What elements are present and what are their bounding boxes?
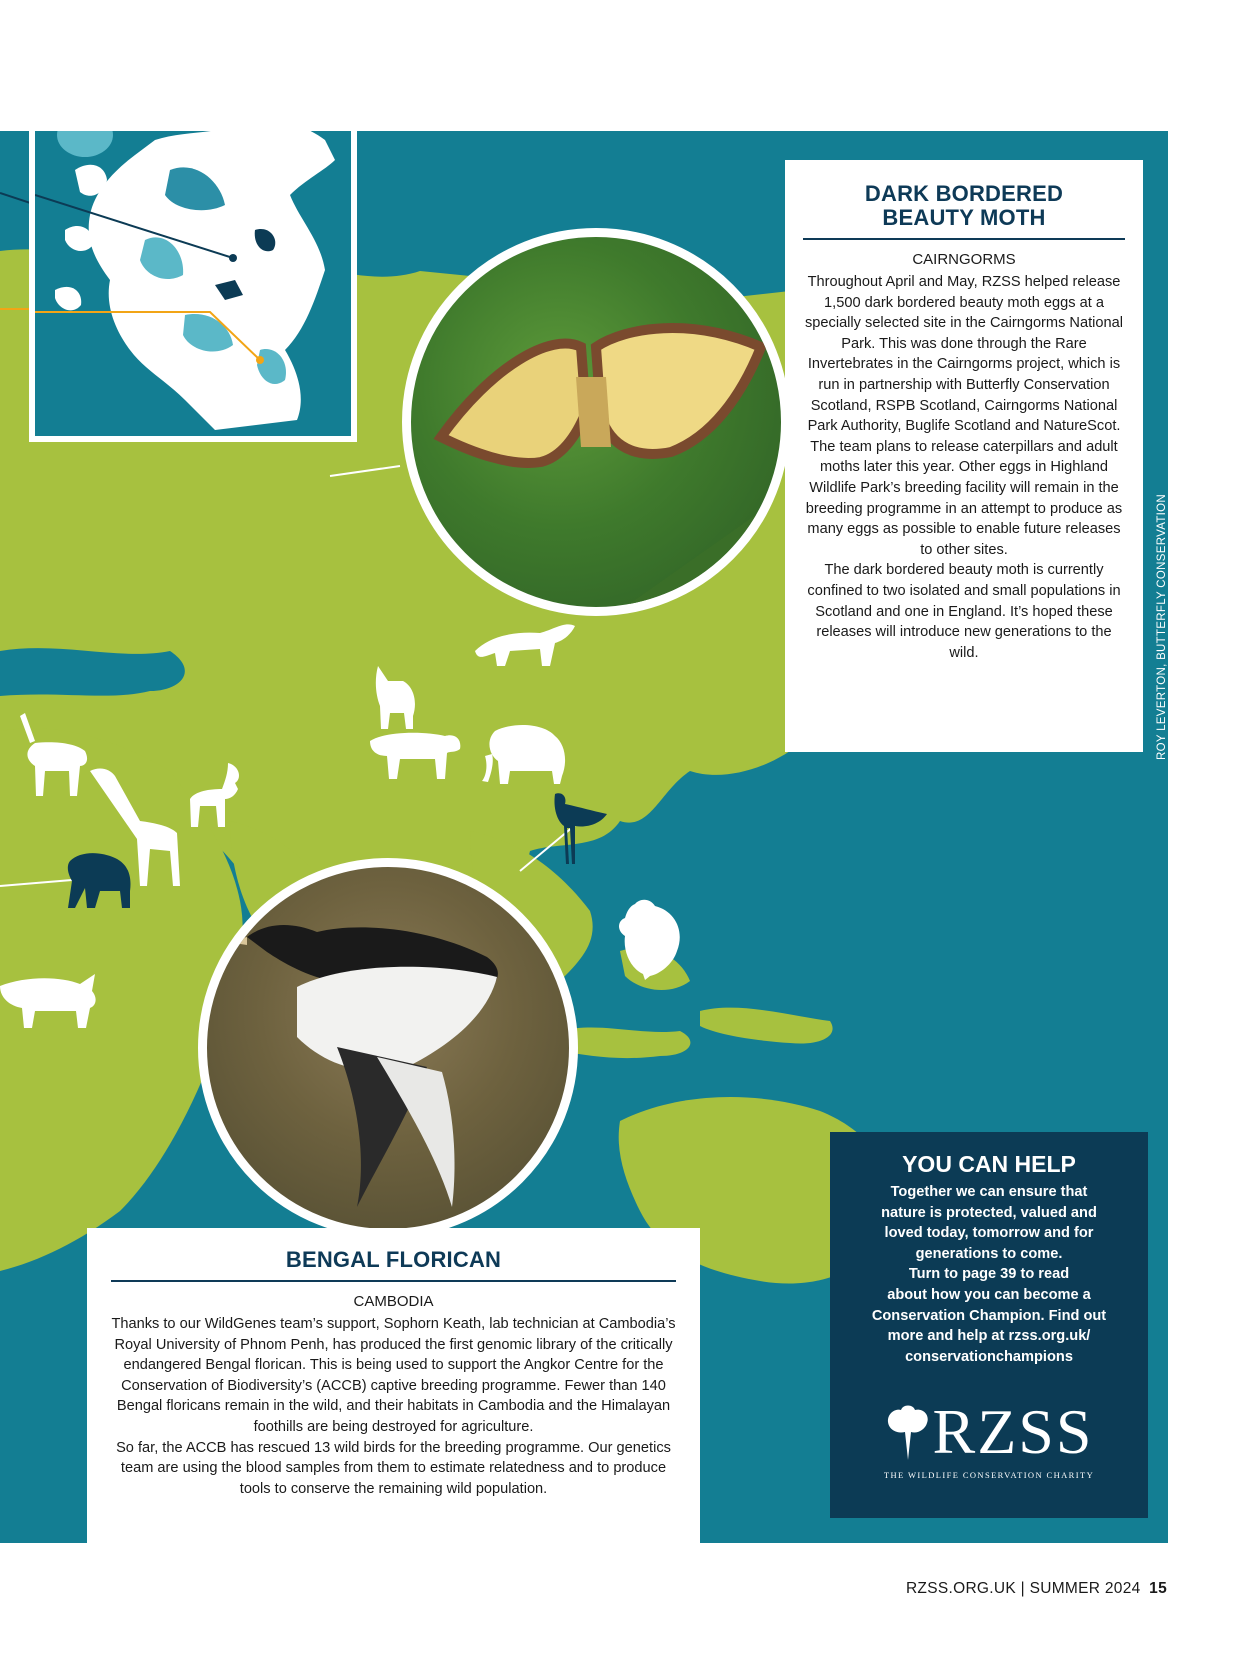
moth-icon	[411, 237, 781, 607]
moth-title-line1: DARK BORDERED	[864, 181, 1064, 206]
page-number: 15	[1149, 1580, 1167, 1597]
florican-body	[111, 1314, 676, 1499]
help-line: Turn to page 39 to read	[908, 1266, 1070, 1283]
help-text	[846, 1182, 1132, 1367]
help-link[interactable]: conservationchampions	[905, 1348, 1073, 1365]
footer-text: RZSS.ORG.UK | SUMMER 2024	[905, 1580, 1141, 1597]
help-line: generations to come.	[915, 1245, 1063, 1262]
wading-bird-icon	[545, 786, 615, 866]
moth-body	[803, 272, 1125, 663]
you-can-help-box	[830, 1132, 1148, 1518]
title-divider	[111, 1280, 676, 1282]
moth-paragraph-1: Throughout April and May, RZSS helped release 1,500 dark bordered beauty moth eggs at a specially selected site in the Cairngorms National Park. This was done through the Rare Invertebrates in the Cairngorms project, which is run in partnership with Butterfly Conservation Scotland, RSPB Scotland, Cairngorms National Park Authority, Buglife Scotland and NatureScot.	[805, 274, 1123, 435]
moth-feature-box	[785, 160, 1143, 752]
rzss-logo	[830, 1396, 1148, 1480]
chimpanzee-icon	[60, 846, 140, 911]
help-line: loved today, tomorrow and for	[884, 1225, 1094, 1242]
snow-leopard-icon	[470, 611, 580, 671]
florican-location: CAMBODIA	[353, 1293, 434, 1310]
help-title: YOU CAN HELP	[902, 1151, 1076, 1177]
title-divider	[803, 238, 1125, 240]
logo-wordmark: RZSS	[932, 1396, 1094, 1467]
bengal-florican-photo	[198, 858, 578, 1238]
moth-photo	[402, 228, 790, 616]
florican-paragraph-2: So far, the ACCB has rescued 13 wild birds for the breeding programme. Our genetics team are using the blood samples from them to estimate relatedness and to produce tools to conserve the remaining wild population.	[116, 1439, 671, 1497]
moth-paragraph-3: The dark bordered beauty moth is currently confined to two isolated and small populations in Scotland and one in England. It’s hoped these releases will introduce new generations to the wild.	[807, 562, 1121, 661]
florican-feature-title: BENGAL FLORICAN	[285, 1247, 502, 1272]
help-line: about how you can become a	[887, 1286, 1091, 1303]
help-line: Together we can ensure that	[890, 1184, 1088, 1200]
scotland-outline	[35, 131, 351, 436]
tree-icon	[885, 1402, 931, 1462]
help-line: nature is protected, valued and	[881, 1204, 1097, 1221]
antelope-icon	[5, 711, 95, 801]
moth-title-line2: BEAUTY MOTH	[882, 205, 1046, 230]
rhino-icon	[0, 966, 100, 1031]
turtle-icon	[615, 896, 690, 981]
moth-feature-title	[803, 182, 1125, 230]
help-line: Conservation Champion. Find out	[871, 1307, 1107, 1324]
florican-feature-box	[87, 1228, 700, 1543]
moth-paragraph-2: The team plans to release caterpillars and adult moths later this year. Other eggs in Highland Wildlife Park’s breeding facility will remain in the breeding programme in an attempt to produce as many eggs as possible to enable future releases to other sites.	[805, 438, 1123, 558]
elephant-icon	[480, 716, 570, 786]
scotland-inset-map	[29, 131, 357, 442]
logo-tagline: THE WILDLIFE CONSERVATION CHARITY	[883, 1470, 1095, 1480]
florican-paragraph-1: Thanks to our WildGenes team’s support, Sophorn Keath, lab technician at Cambodia’s Royal University of Phnom Penh, has produced the first genomic library of the critically endangered Bengal florican. This is being used to support the Angkor Centre for the Conservation of Biodiversity’s (ACCB) captive breeding programme. Fewer than 140 Bengal floricans remain in the wild, and their habitats in Cambodia and the Himalayan foothills are being destroyed for agriculture.	[111, 1316, 676, 1435]
photo-credit: ROY LEVERTON, BUTTERFLY CONSERVATION	[1156, 494, 1168, 760]
moth-location: CAIRNGORMS	[912, 251, 1016, 268]
help-line[interactable]: more and help at rzss.org.uk/	[887, 1328, 1091, 1345]
bird-icon	[207, 867, 569, 1229]
tiger-icon	[365, 721, 465, 781]
page-footer	[906, 1580, 1167, 1598]
